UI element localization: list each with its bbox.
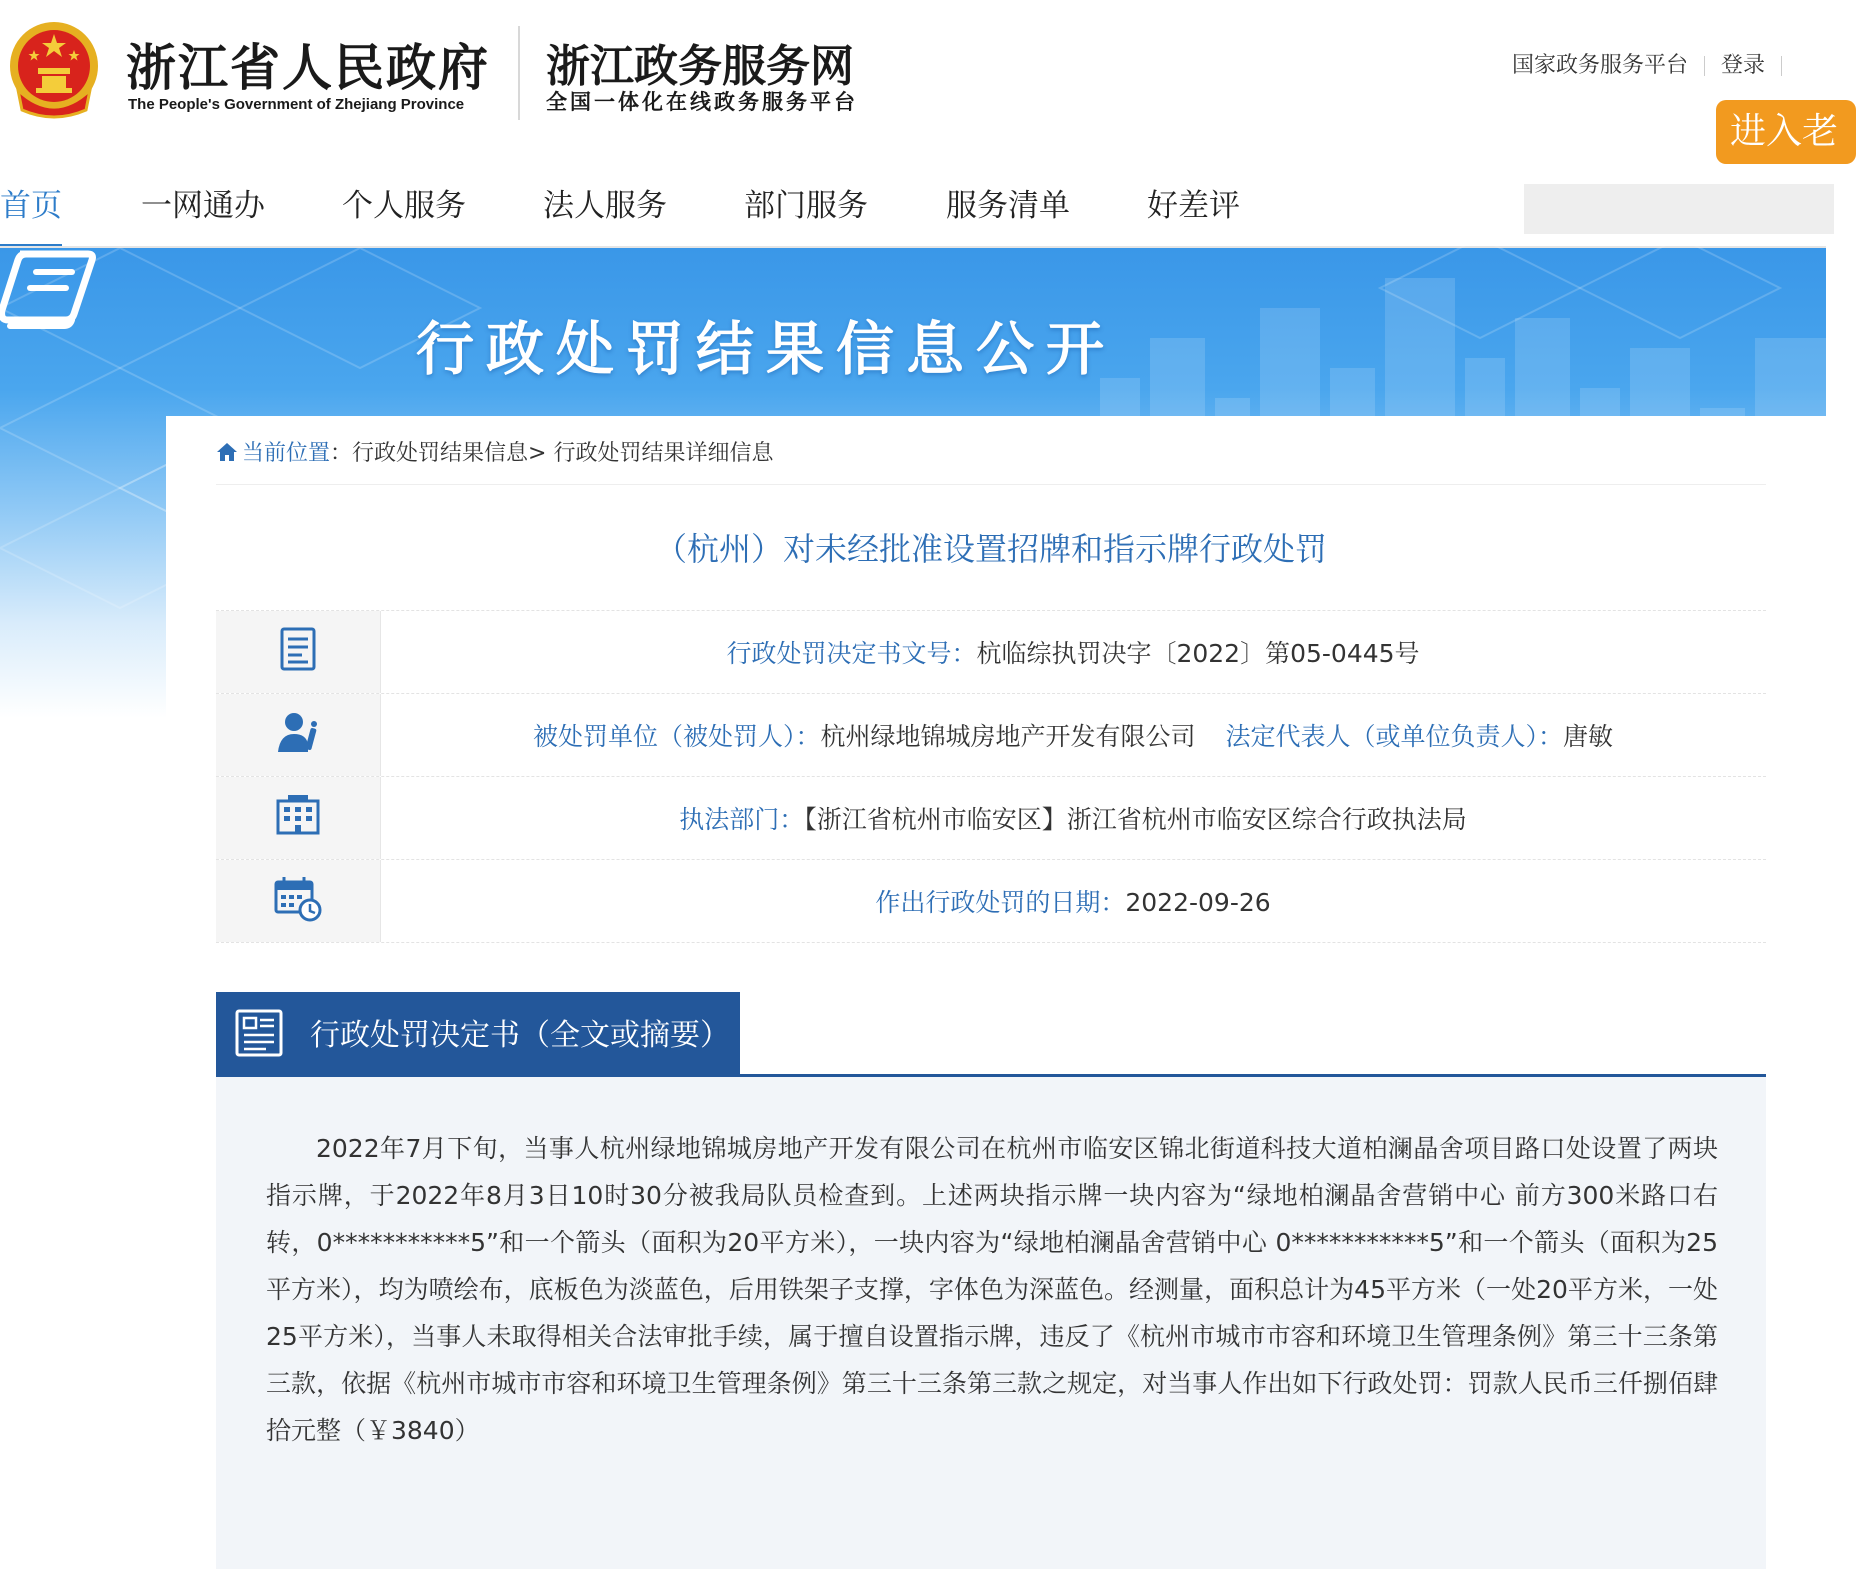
decision-section-title: 行政处罚决定书（全文或摘要） [310, 1018, 730, 1053]
decision-number-value: 杭临综执罚决字〔2022〕第05-0445号 [976, 639, 1420, 668]
calendar-icon [274, 874, 322, 922]
case-info-table [216, 610, 1766, 943]
info-icon-cell [216, 777, 381, 859]
page-title: （杭州）对未经批准设置招牌和指示牌行政处罚 [654, 530, 1327, 568]
legal-representative-label: 法定代表人（或单位负责人）： [1225, 722, 1564, 751]
decision-section-body [216, 1077, 1766, 1569]
search-input[interactable] [1524, 184, 1834, 234]
info-icon-cell [216, 611, 381, 693]
legal-representative-value: 唐敏 [1563, 722, 1614, 751]
portal-title[interactable]: 浙江政务服务网 [546, 41, 854, 92]
info-row-penalty-date [216, 859, 1766, 943]
info-text [380, 777, 1766, 859]
gov-title[interactable]: 浙江省人民政府 [126, 38, 490, 97]
nav-department-services[interactable]: 部门服务 [744, 188, 868, 224]
penalized-party-value: 杭州绿地锦城房地产开发有限公司 [820, 722, 1196, 751]
gov-subtitle: The People's Government of Zhejiang Province [128, 96, 465, 113]
breadcrumb [216, 436, 773, 467]
info-row-enforcement-department [216, 776, 1766, 859]
decision-full-text: 2022年7月下旬，当事人杭州绿地锦城房地产开发有限公司在杭州市临安区锦北街道科技大道柏澜晶舍项目路口处设置了两块指示牌，于2022年8月3日10时30分被我局队员检查到。上述两块指示牌一块内容为“绿地柏澜晶舍营销中心 前方300米路口右转，0***********5”和一个箭头（面积为20平方米），一块内容为“绿地柏澜晶舍营销中心 0***********5”和一个箭头（面积为25平方米），均为喷绘布，底板色为淡蓝色，后用铁架子支撑，字体色为深蓝色。经测量，面积总计为45平方米（一处20平方米，一处25平方米），当事人未取得相关合法审批手续，属于擅自设置指示牌，违反了《杭州市城市市容和环境卫生管理条例》第三十三条第三款，依据《杭州市城市市容和环境卫生管理条例》第三十三条第三款之规定，对当事人作出如下行政处罚：罚款人民币三仟捌佰肆拾元整（￥3840） [266, 1134, 1718, 1445]
enforcement-department-label: 执法部门： [679, 805, 805, 834]
book-icon [0, 248, 96, 332]
link-separator [1704, 56, 1705, 76]
breadcrumb-separator: ： [330, 441, 353, 466]
nav-home[interactable]: 首页 [0, 180, 62, 248]
info-icon-cell [216, 694, 381, 776]
content-card [166, 416, 1826, 1591]
building-icon [274, 791, 322, 839]
decision-number-label: 行政处罚决定书文号： [726, 639, 977, 668]
penalty-date-label: 作出行政处罚的日期： [875, 888, 1126, 917]
info-row-penalized-party [216, 693, 1766, 776]
home-icon [216, 442, 238, 462]
nav-corporate-services[interactable]: 法人服务 [543, 188, 667, 224]
site-header [0, 0, 1839, 170]
info-row-decision-number [216, 610, 1766, 693]
national-emblem-icon [8, 20, 100, 120]
penalty-date-value: 2022-09-26 [1125, 888, 1271, 917]
login-link[interactable]: 登录 [1720, 53, 1765, 78]
info-icon-cell [216, 860, 381, 942]
penalized-party-label: 被处罚单位（被处罚人）： [532, 722, 821, 751]
person-icon [274, 708, 322, 756]
breadcrumb-path[interactable]: 行政处罚结果信息> 行政处罚结果详细信息 [352, 441, 774, 466]
nav-one-stop[interactable]: 一网通办 [141, 188, 265, 224]
info-text [380, 860, 1766, 942]
breadcrumb-current-location[interactable]: 当前位置 [242, 441, 331, 466]
portal-subtitle: 全国一体化在线政务服务平台 [546, 89, 858, 114]
enforcement-department-value: 【浙江省杭州市临安区】浙江省杭州市临安区综合行政执法局 [804, 805, 1467, 834]
nav-service-list[interactable]: 服务清单 [946, 188, 1070, 224]
info-text [380, 694, 1766, 776]
document-icon [274, 625, 322, 673]
breadcrumb-divider [216, 484, 1766, 485]
decision-section-header [216, 992, 740, 1074]
banner-title: 行政处罚结果信息公开 [416, 315, 1117, 383]
elder-mode-button[interactable]: 进入老 [1716, 100, 1856, 164]
national-platform-link[interactable]: 国家政务服务平台 [1511, 53, 1688, 78]
link-separator [1781, 56, 1782, 76]
header-divider [518, 26, 520, 120]
top-links [1512, 48, 1798, 79]
info-text [380, 611, 1766, 693]
nav-personal-services[interactable]: 个人服务 [342, 188, 466, 224]
document-list-icon [234, 1008, 284, 1058]
nav-review[interactable]: 好差评 [1147, 188, 1240, 224]
